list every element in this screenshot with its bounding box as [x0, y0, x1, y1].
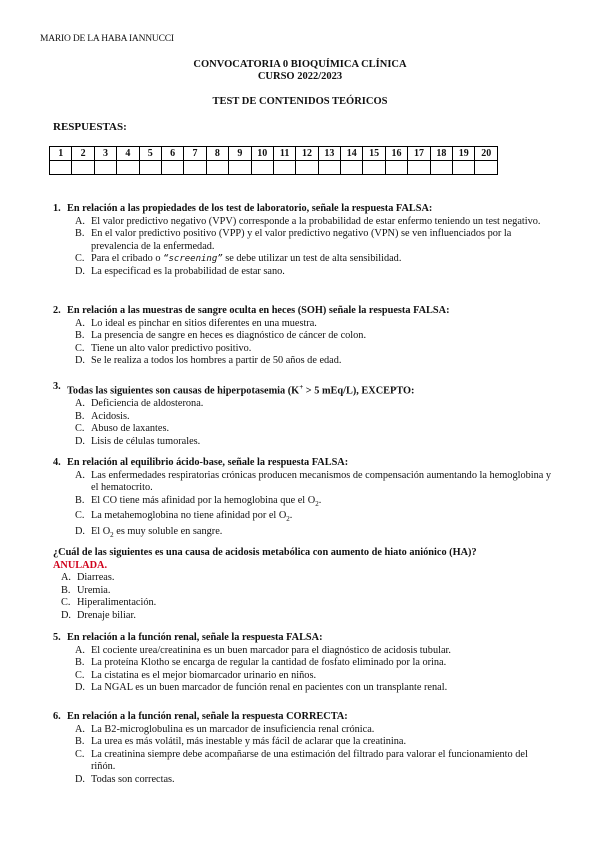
- option-c: [53, 670, 553, 683]
- option-c: [53, 343, 553, 356]
- option-text: Abuso de laxantes.: [91, 423, 170, 435]
- question-annulled: [53, 547, 553, 623]
- question-stem: ¿Cuál de las siguientes es una causa de acidosis metabólica con aumento de hiato aniónico (HA)?: [53, 547, 477, 558]
- question-1: [53, 203, 553, 279]
- option-b: [53, 495, 553, 511]
- option-b: [53, 736, 553, 749]
- option-text: La metahemoglobina no tiene afinidad por el $O_2$.: [91, 510, 293, 524]
- option-text: Lo ideal es pinchar en sitios diferentes en una muestra.: [91, 317, 317, 329]
- answer-number: 19: [453, 147, 475, 161]
- answer-grid-blank-row: [50, 161, 498, 175]
- answer-number: 12: [296, 147, 318, 161]
- answer-number: 7: [184, 147, 206, 161]
- option-d: [53, 526, 553, 542]
- exam-title: CONVOCATORIA 0 BIOQUÍMICA CLÍNICA: [193, 59, 407, 70]
- answers-label: RESPUESTAS:: [53, 121, 127, 133]
- option-text: Diarreas.: [77, 572, 115, 584]
- annulled-badge: ANULADA.: [53, 559, 108, 571]
- option-a: [53, 724, 553, 737]
- option-text: En el valor predictivo positivo (VPP) y el valor predictivo negativo (VPN) se ven influenciados por la prevalencia de la enfermedad.: [91, 228, 512, 252]
- answer-cell[interactable]: [475, 161, 498, 175]
- option-letter: C.: [75, 253, 85, 265]
- option-d: [53, 436, 553, 449]
- option-letter: D.: [75, 435, 86, 447]
- answer-number: 11: [273, 147, 295, 161]
- answer-cell[interactable]: [229, 161, 251, 175]
- option-letter: A.: [75, 215, 86, 227]
- answer-cell[interactable]: [453, 161, 475, 175]
- option-letter: A.: [75, 398, 86, 410]
- option-text: Tiene un alto valor predictivo positivo.: [91, 342, 252, 354]
- option-letter: B.: [75, 736, 85, 748]
- question-2: [53, 305, 553, 368]
- option-text: Hiperalimentación.: [77, 597, 157, 609]
- option-text: El CO tiene más afinidad por la hemoglobina que el $O_2$.: [91, 494, 322, 508]
- answer-cell[interactable]: [72, 161, 94, 175]
- option-letter: A.: [61, 572, 72, 584]
- question-stem: En relación a las propiedades de los test de laboratorio, señale la respuesta FALSA:: [67, 203, 433, 214]
- option-letter: A.: [75, 317, 86, 329]
- option-letter: C.: [75, 342, 85, 354]
- option-letter: C.: [75, 748, 85, 760]
- option-letter: B.: [75, 657, 85, 669]
- option-d: [53, 774, 553, 787]
- option-text: Deficiencia de aldosterona.: [91, 398, 204, 410]
- option-letter: D.: [75, 355, 86, 367]
- answer-cell[interactable]: [184, 161, 206, 175]
- author-name: MARIO DE LA HABA IANNUCCI: [40, 34, 174, 44]
- option-text: El valor predictivo negativo (VPV) corresponde a la probabilidad de estar enfermo teniendo un test negativo.: [91, 215, 541, 227]
- option-d: [53, 682, 553, 695]
- option-c: [53, 597, 553, 610]
- option-text: Todas son correctas.: [91, 773, 175, 785]
- option-b: [53, 585, 553, 598]
- option-a: [53, 572, 553, 585]
- option-text: Las enfermedades respiratorias crónicas producen mecanismos de compensación aumentando la hemoglobina y el hematocrito.: [91, 469, 552, 494]
- option-text: Para el cribado o: [91, 253, 161, 265]
- question-3: [53, 381, 553, 448]
- option-text: Drenaje biliar.: [77, 609, 136, 621]
- question-6: [53, 711, 553, 787]
- option-a: [53, 216, 553, 229]
- option-d: [53, 610, 553, 623]
- answer-cell[interactable]: [161, 161, 183, 175]
- option-a: [53, 470, 553, 495]
- question-number: 3.: [53, 381, 61, 392]
- answer-number: 2: [72, 147, 94, 161]
- question-stem: En relación a la función renal, señale la respuesta FALSA:: [67, 632, 323, 643]
- option-letter: D.: [61, 609, 72, 621]
- option-letter: B.: [75, 494, 85, 506]
- answer-number: 3: [94, 147, 116, 161]
- question-number: 2.: [53, 305, 61, 316]
- answer-number: 20: [475, 147, 498, 161]
- answer-number: 15: [363, 147, 385, 161]
- answer-number: 13: [318, 147, 340, 161]
- option-text: Se le realiza a todos los hombres a partir de 50 años de edad.: [91, 355, 342, 367]
- answer-cell[interactable]: [50, 161, 72, 175]
- option-letter: A.: [75, 723, 86, 735]
- question-stem: En relación al equilibrio ácido-base, señale la respuesta FALSA:: [67, 457, 349, 468]
- option-text: La urea es más volátil, más inestable y más fácil de aclarar que la creatinina.: [91, 736, 407, 748]
- answer-number: 4: [117, 147, 139, 161]
- option-text: Lisis de células tumorales.: [91, 435, 201, 447]
- question-stem: Todas las siguientes son causas de hiperpotasemia (K+ > 5 mEq/L), EXCEPTO:: [67, 383, 415, 397]
- answer-cell[interactable]: [206, 161, 228, 175]
- option-a: [53, 398, 553, 411]
- option-text: se debe utilizar un test de alta sensibilidad.: [225, 253, 402, 265]
- option-text: La creatinina siempre debe acompañarse de una estimación del filtrado para valorar el funcionamiento del riñón.: [91, 748, 528, 773]
- option-text: La proteína Klotho se encarga de regular la cantidad de fosfato eliminado por la orina.: [91, 657, 447, 669]
- option-text: La B2-microglobulina es un marcador de insuficiencia renal crónica.: [91, 723, 375, 735]
- answer-number: 5: [139, 147, 161, 161]
- answer-cell[interactable]: [363, 161, 385, 175]
- option-text: Acidosis.: [91, 410, 130, 422]
- question-5: [53, 632, 553, 695]
- option-c: [53, 253, 553, 266]
- answer-grid: [49, 146, 498, 175]
- option-letter: D.: [75, 526, 86, 538]
- answer-number: 9: [229, 147, 251, 161]
- question-number: 6.: [53, 711, 61, 722]
- answer-cell[interactable]: [273, 161, 295, 175]
- option-letter: B.: [75, 330, 85, 342]
- option-c: [53, 423, 553, 436]
- option-c: [53, 749, 553, 774]
- option-a: [53, 318, 553, 331]
- option-letter: D.: [75, 773, 86, 785]
- option-b: [53, 411, 553, 424]
- option-text: El cociente urea/creatinina es un buen marcador para el diagnóstico de acidosis tubular.: [91, 644, 451, 656]
- option-letter: A.: [75, 644, 86, 656]
- answer-number: 6: [161, 147, 183, 161]
- option-letter: C.: [75, 669, 85, 681]
- option-text: La NGAL es un buen marcador de función renal en pacientes con un transplante renal.: [91, 682, 448, 694]
- option-d: [53, 355, 553, 368]
- question-stem: En relación a la función renal, señale la respuesta CORRECTA:: [67, 711, 348, 722]
- option-b: [53, 330, 553, 343]
- answer-cell[interactable]: [385, 161, 407, 175]
- answer-cell[interactable]: [341, 161, 363, 175]
- option-letter: A.: [75, 469, 86, 481]
- question-4: [53, 457, 553, 542]
- question-number: 4.: [53, 457, 61, 468]
- answer-cell[interactable]: [318, 161, 340, 175]
- answer-cell[interactable]: [430, 161, 452, 175]
- option-letter: C.: [61, 597, 71, 609]
- question-number: 5.: [53, 632, 61, 643]
- option-text: El $O_2$ es muy soluble en sangre.: [91, 526, 223, 540]
- option-d: [53, 266, 553, 279]
- question-stem: En relación a las muestras de sangre oculta en heces (SOH) señale la respuesta FALSA:: [67, 305, 450, 316]
- answer-grid-header: [50, 147, 498, 161]
- answer-cell[interactable]: [251, 161, 273, 175]
- screening-term: “screening”: [163, 254, 223, 265]
- answer-cell[interactable]: [94, 161, 116, 175]
- answer-number: 8: [206, 147, 228, 161]
- option-b: [53, 228, 553, 253]
- answer-cell[interactable]: [296, 161, 318, 175]
- answer-number: 16: [385, 147, 407, 161]
- option-letter: D.: [75, 265, 86, 277]
- course-year: CURSO 2022/2023: [257, 71, 343, 82]
- option-letter: B.: [75, 410, 85, 422]
- option-text: La presencia de sangre en heces es diagnóstico de cáncer de colon.: [91, 330, 367, 342]
- option-letter: C.: [75, 423, 85, 435]
- option-text: La especificad es la probabilidad de estar sano.: [91, 265, 285, 277]
- option-letter: B.: [61, 584, 71, 596]
- answer-number: 18: [430, 147, 452, 161]
- option-text: Uremia.: [77, 584, 111, 596]
- option-a: [53, 645, 553, 658]
- option-text: La cistatina es el mejor biomarcador urinario en niños.: [91, 669, 317, 681]
- option-b: [53, 657, 553, 670]
- answer-cell[interactable]: [408, 161, 430, 175]
- test-heading: TEST DE CONTENIDOS TEÓRICOS: [212, 96, 388, 107]
- answer-number: 17: [408, 147, 430, 161]
- answer-number: 14: [341, 147, 363, 161]
- answer-cell[interactable]: [139, 161, 161, 175]
- answer-number: 1: [50, 147, 72, 161]
- option-letter: D.: [75, 682, 86, 694]
- option-c: [53, 510, 553, 526]
- question-number: 1.: [53, 203, 61, 214]
- option-letter: B.: [75, 228, 85, 240]
- answer-number: 10: [251, 147, 273, 161]
- option-letter: C.: [75, 510, 85, 522]
- answer-cell[interactable]: [117, 161, 139, 175]
